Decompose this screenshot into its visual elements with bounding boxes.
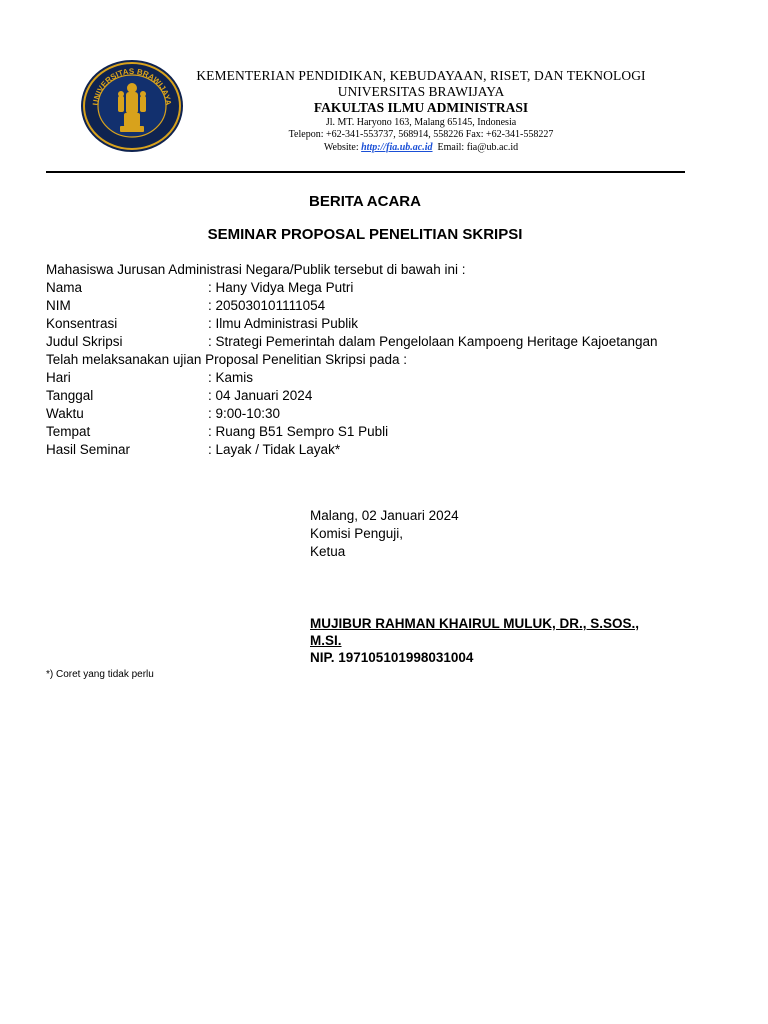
field-label: Nama bbox=[46, 280, 83, 295]
field-value: : Kamis bbox=[208, 370, 254, 385]
contact-line bbox=[190, 142, 652, 155]
field-label: Waktu bbox=[46, 406, 84, 421]
website-label: Website: bbox=[323, 141, 359, 153]
field-value: : Layak / Tidak Layak* bbox=[208, 442, 341, 457]
footnote: *) Coret yang tidak perlu bbox=[46, 669, 154, 680]
university-name: UNIVERSITAS BRAWIJAYA bbox=[337, 84, 505, 100]
examiner-nip: NIP. 197105101998031004 bbox=[310, 650, 474, 665]
exam-intro-text: Telah melaksanakan ujian Proposal Penelitian Skripsi pada : bbox=[46, 352, 407, 367]
letterhead bbox=[190, 68, 652, 154]
svg-text:UNIVERSITAS BRAWIJAYA: UNIVERSITAS BRAWIJAYA bbox=[91, 66, 173, 107]
field-label: Konsentrasi bbox=[46, 316, 118, 331]
website-link[interactable]: http://fia.ub.ac.id bbox=[361, 141, 433, 153]
signature-committee: Komisi Penguji, bbox=[310, 526, 404, 541]
ministry-name: KEMENTERIAN PENDIDIKAN, KEBUDAYAAN, RISET, DAN TEKNOLOGI bbox=[196, 68, 646, 83]
field-label: Hasil Seminar bbox=[46, 442, 131, 457]
address: Jl. MT. Haryono 163, Malang 65145, Indonesia bbox=[325, 116, 517, 128]
intro-text: Mahasiswa Jurusan Administrasi Negara/Publik tersebut di bawah ini : bbox=[46, 262, 466, 277]
document-title: BERITA ACARA bbox=[309, 193, 421, 210]
field-value: : 205030101111054 bbox=[208, 298, 326, 313]
field-label: Tempat bbox=[46, 424, 91, 439]
examiner-name: MUJIBUR RAHMAN KHAIRUL MULUK, DR., S.SOS., M.SI. bbox=[310, 616, 640, 648]
field-value: : Ilmu Administrasi Publik bbox=[208, 316, 359, 331]
field-value: : 9:00-10:30 bbox=[208, 406, 281, 421]
email: Email: fia@ub.ac.id bbox=[437, 141, 519, 153]
field-value: : Ruang B51 Sempro S1 Publi bbox=[208, 424, 389, 439]
field-label: NIM bbox=[46, 298, 71, 313]
signature-place-date: Malang, 02 Januari 2024 bbox=[310, 508, 459, 523]
university-logo bbox=[80, 58, 184, 154]
faculty-name: FAKULTAS ILMU ADMINISTRASI bbox=[313, 100, 529, 116]
field-value: : 04 Januari 2024 bbox=[208, 388, 313, 403]
field-label: Hari bbox=[46, 370, 71, 385]
phone-fax: Telepon: +62-341-553737, 568914, 558226 Fax: +62-341-558227 bbox=[288, 129, 554, 141]
field-value: : Strategi Pemerintah dalam Pengelolaan Kampoeng Heritage Kajoetangan bbox=[208, 334, 658, 349]
field-label: Judul Skripsi bbox=[46, 334, 123, 349]
letterhead-divider bbox=[46, 171, 685, 173]
field-value: : Hany Vidya Mega Putri bbox=[208, 280, 354, 295]
signature-role: Ketua bbox=[310, 544, 346, 559]
field-label: Tanggal bbox=[46, 388, 94, 403]
document-subtitle: SEMINAR PROPOSAL PENELITIAN SKRIPSI bbox=[207, 226, 523, 243]
